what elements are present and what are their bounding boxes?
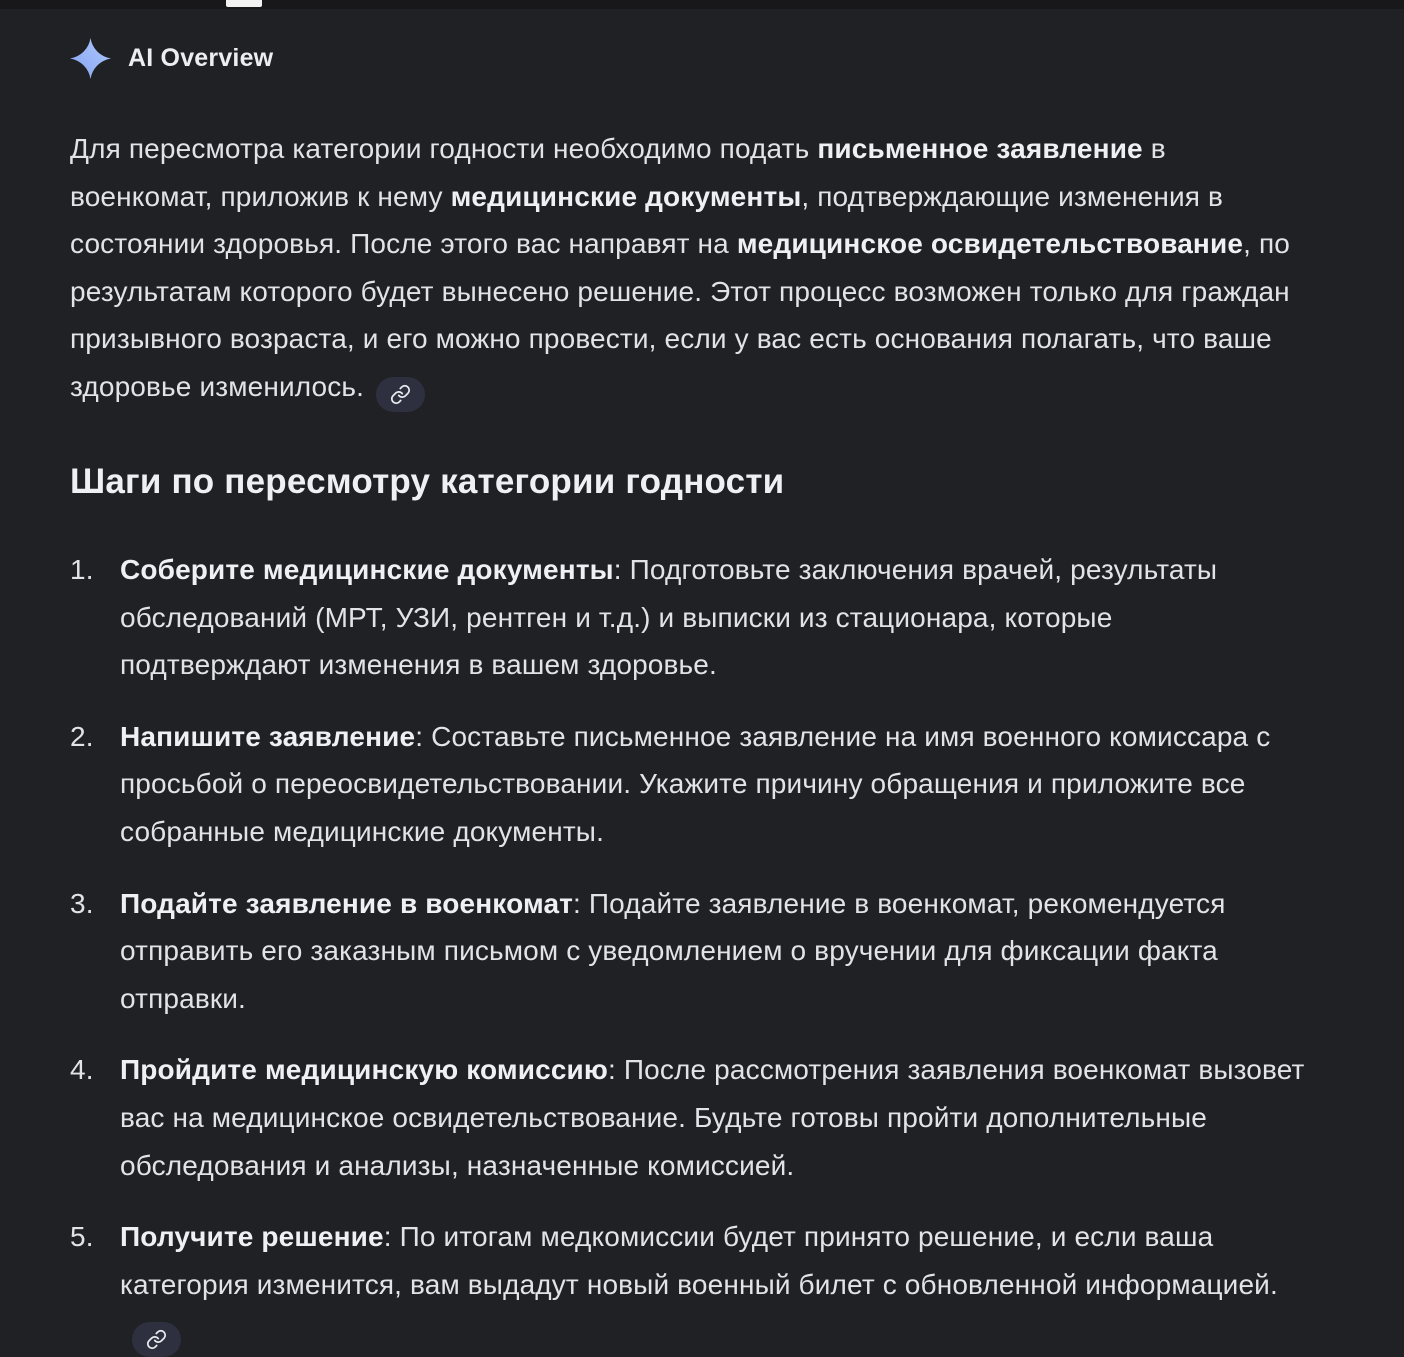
intro-regular-text: в военкомат, приложив к нему [70, 133, 1166, 212]
step-text [120, 1213, 1310, 1357]
gemini-sparkle-icon [70, 38, 111, 79]
step-description: : Подайте заявление в военкомат, рекомендуется отправить его заказным письмом с уведомлением о вручении для фиксации факта отправки. [120, 887, 1226, 1014]
step-number: 3. [70, 887, 94, 919]
step-item [70, 880, 1310, 1023]
step-item [70, 713, 1310, 856]
window-chrome-strip [0, 0, 1404, 9]
link-icon [146, 1329, 167, 1350]
step-item [70, 1213, 1310, 1357]
source-link-button[interactable] [132, 1322, 181, 1357]
intro-regular-text: , подтверждающие изменения в состоянии здоровья. После этого вас направят на [70, 180, 1224, 260]
step-description: : По итогам медкомиссии будет принято решение, и если ваша категория изменится, вам выдадут новый военный билет с обновленной информацией. [120, 1221, 1278, 1300]
step-item [70, 1046, 1310, 1189]
step-title: Напишите заявление [120, 720, 416, 752]
step-title: Подайте заявление в военкомат [120, 887, 574, 919]
intro-bold-text: медицинские документы [450, 180, 802, 212]
step-item [70, 546, 1310, 689]
step-text [120, 880, 1310, 1023]
intro-regular-text: Для пересмотра категории годности необходимо подать [70, 133, 818, 164]
intro-text [70, 133, 1290, 402]
link-icon [390, 384, 411, 405]
step-text [120, 1046, 1310, 1189]
section-heading: Шаги по пересмотру категории годности [70, 461, 785, 501]
step-description: : После рассмотрения заявления военкомат вызовет вас на медицинское освидетельствование. Будьте готовы пройти дополнительные обследования и анализы, назначенные комиссией. [120, 1054, 1305, 1181]
intro-paragraph [70, 125, 1310, 412]
step-description: : Подготовьте заключения врачей, результаты обследований (МРТ, УЗИ, рентген и т.д.) и выписки из стационара, которые подтверждают изменения в вашем здоровье. [120, 553, 1218, 681]
ai-overview-title: AI Overview [128, 44, 274, 72]
step-number: 1. [70, 553, 94, 585]
source-link-button[interactable] [376, 377, 425, 412]
steps-list [70, 546, 1310, 1357]
step-number: 4. [70, 1054, 94, 1086]
ai-overview-header [70, 38, 1310, 79]
step-title: Пройдите медицинскую комиссию [120, 1054, 608, 1086]
step-description: : Составьте письменное заявление на имя военного комиссара с просьбой о переосвидетельствовании. Укажите причину обращения и приложите все собранные медицинские документы. [120, 720, 1271, 847]
step-number: 2. [70, 720, 94, 752]
intro-bold-text: медицинское освидетельствование [736, 228, 1244, 260]
step-title: Получите решение [120, 1221, 384, 1253]
intro-regular-text: , по результатам которого будет вынесено решение. Этот процесс возможен только для граждан призывного возраста, и его можно провести, если у вас есть основания полагать, что ваше здоровье изменилось. [70, 228, 1290, 402]
window-chrome-fragment [226, 0, 262, 7]
step-text [120, 713, 1310, 856]
step-text [120, 546, 1310, 689]
step-number: 5. [70, 1221, 94, 1253]
intro-bold-text: письменное заявление [817, 133, 1143, 164]
step-title: Соберите медицинские документы [120, 553, 614, 585]
